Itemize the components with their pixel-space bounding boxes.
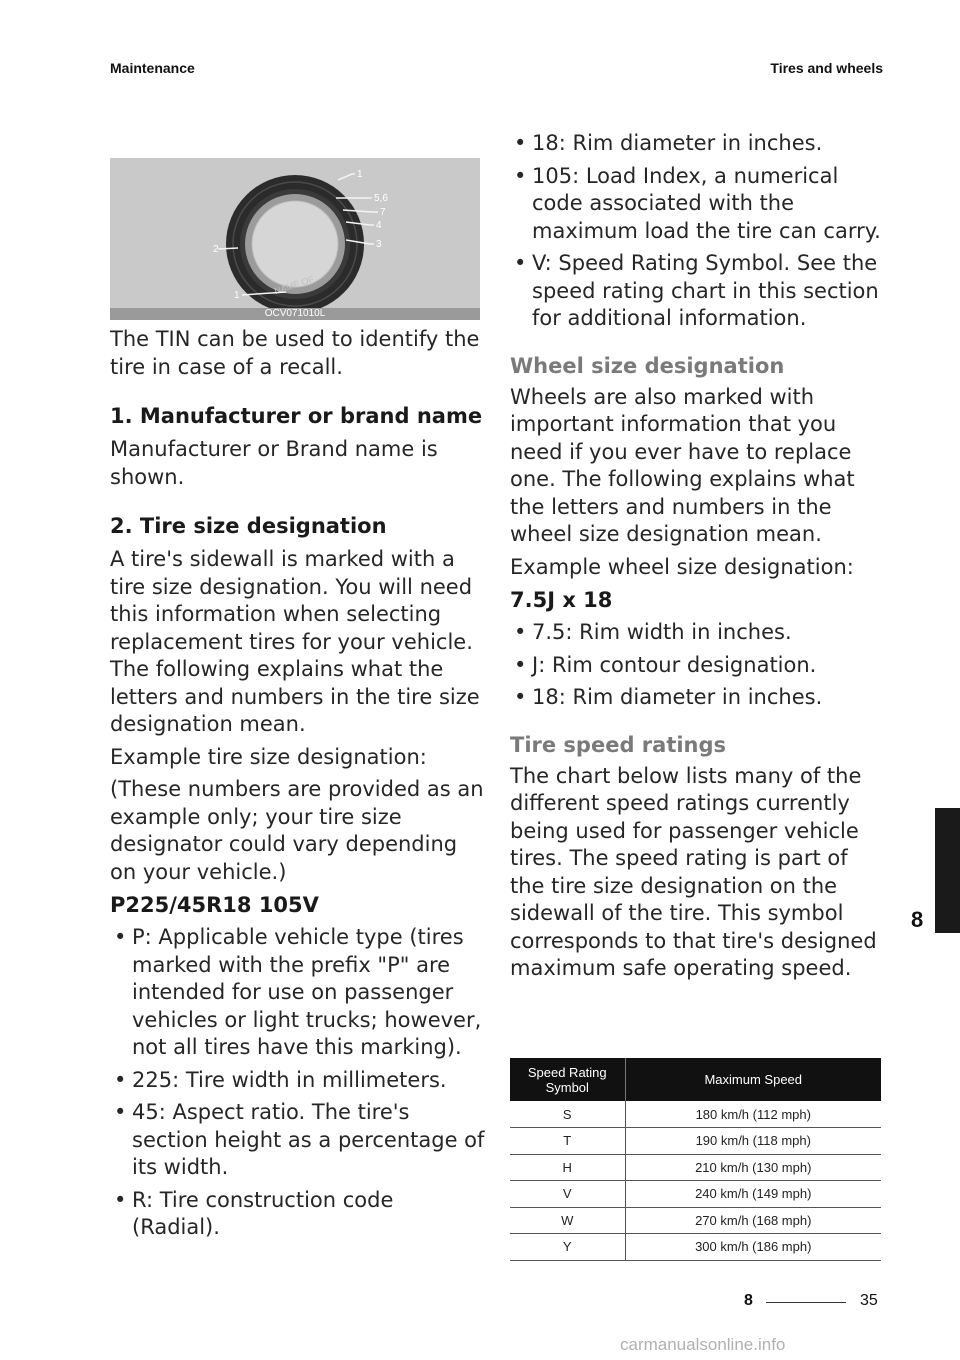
table-cell-speed: 300 km/h (186 mph) [625,1234,881,1261]
wheel-size-paragraph: Wheels are also marked with important information that you need if you ever have to replace one. The following explains what the letters and numbers in the wheel size designation mean. [510,384,855,546]
table-cell-symbol: H [510,1154,625,1181]
section-1-paragraph: Manufacturer or Brand name is shown. [110,437,438,489]
callout-1-top: 1 [357,169,363,180]
example-label: Example tire size designation: [110,744,427,769]
left-column [110,326,485,1247]
table-cell-symbol: T [510,1128,625,1155]
wheel-code-bullets [510,619,885,712]
callout-4: 4 [376,220,382,231]
chapter-number: 8 [911,907,924,932]
speed-rating-table [510,1058,881,1261]
table-cell-symbol: V [510,1181,625,1208]
table-row [510,1101,881,1128]
right-column [510,130,885,988]
intro-paragraph: The TIN can be used to identify the tire in case of a recall. [110,327,480,379]
table-cell-symbol: W [510,1207,625,1234]
running-header-topic: Tires and wheels [770,60,883,76]
list-item: • 7.5: Rim width in inches. [510,619,885,647]
sidewall-text: NAME OF [273,274,316,297]
table-row [510,1128,881,1155]
tire-sidewall-illustration [110,158,480,320]
speed-ratings-paragraph: The chart below lists many of the different speed ratings currently being used for passenger vehicle tires. The speed rating is part of the tire size designation on the sidewall of the tire. This symbol corresponds to that tire's designed maximum safe operating speed. [510,763,877,980]
section-2-paragraph: A tire's sidewall is marked with a tire size designation. You will need this information when selecting replacement tires for your vehicle. The following explains what the letters and numbers in the tire size designation mean. [110,547,480,736]
figure-code: OCV071010L [110,308,480,320]
list-item: • 45: Aspect ratio. The tire's section height as a percentage of its width. [110,1099,485,1182]
example-note: (These numbers are provided as an example only; your tire size designator could vary depending on your vehicle.) [110,777,484,884]
wheel-size-heading: Wheel size designation [510,353,785,378]
speed-ratings-heading: Tire speed ratings [510,732,727,757]
callout-2: 2 [213,244,219,255]
list-item: • 225: Tire width in millimeters. [110,1067,485,1095]
list-item: • V: Speed Rating Symbol. See the speed rating chart in this section for additional information. [510,250,885,333]
tire-diagram [110,158,480,320]
callout-7: 7 [380,207,386,218]
table-row [510,1154,881,1181]
page-number: 35 [860,1292,878,1309]
table-row [510,1234,881,1261]
callout-5-6: 5,6 [374,193,388,204]
table-cell-speed: 270 km/h (168 mph) [625,1207,881,1234]
list-item: • R: Tire construction code (Radial). [110,1187,485,1242]
column-header-symbol: Speed Rating Symbol [510,1058,625,1101]
table-row [510,1181,881,1208]
list-item: • 18: Rim diameter in inches. [510,684,885,712]
section-1-heading: 1. Manufacturer or brand name [110,404,483,428]
table-header-row [510,1058,881,1101]
table-cell-symbol: Y [510,1234,625,1261]
wheel-example-label: Example wheel size designation: [510,554,854,579]
tire-code-bullets-continued [510,130,885,333]
footer-chapter: 8 [744,1292,753,1309]
footer-divider [766,1302,846,1303]
chapter-thumb-tab [935,808,960,933]
list-item: • 105: Load Index, a numerical code associated with the maximum load the tire can carry. [510,163,885,246]
table-cell-speed: 190 km/h (118 mph) [625,1128,881,1155]
table-cell-speed: 180 km/h (112 mph) [625,1101,881,1128]
list-item: • 18: Rim diameter in inches. [510,130,885,158]
running-header-section: Maintenance [110,60,195,76]
list-item: • P: Applicable vehicle type (tires marked with the prefix "P" are intended for use on passenger vehicles or light trucks; however, not all tires have this marking). [110,924,485,1062]
table-cell-speed: 240 km/h (149 mph) [625,1181,881,1208]
table-cell-speed: 210 km/h (130 mph) [625,1154,881,1181]
column-header-speed: Maximum Speed [625,1058,881,1101]
table-cell-symbol: S [510,1101,625,1128]
watermark: carmanualsonline.info [620,1335,786,1354]
callout-1-bottom: 1 [234,290,240,301]
section-2-heading: 2. Tire size designation [110,514,387,538]
tire-code: P225/45R18 105V [110,893,319,917]
list-item: • J: Rim contour designation. [510,652,885,680]
table-row [510,1207,881,1234]
callout-3: 3 [376,239,382,250]
wheel-code: 7.5J x 18 [510,588,613,612]
tire-code-bullets [110,924,485,1242]
